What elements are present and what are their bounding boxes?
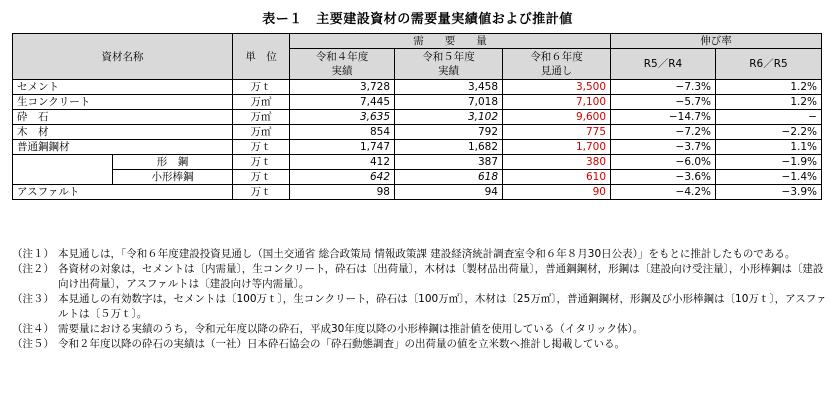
row-r6: 610 — [503, 170, 611, 185]
row-growth-2: −3.9% — [716, 185, 822, 200]
note-text: 本見通しの有効数字は，セメントは〔100万ｔ〕，生コンクリート，砕石は〔100万㎥〕，木材は〔25万㎥〕，普通鋼鋼材，形鋼及び小形棒鋼は〔10万ｔ〕，アスファルトは〔５万ｔ〕。 — [58, 293, 827, 320]
row-r5: 3,102 — [395, 110, 503, 125]
row-name: セメント — [13, 80, 233, 95]
note-text: 各資材の対象は，セメントは〔内需量〕，生コンクリート，砕石は〔出荷量〕，木材は〔製材品出荷量〕，普通鋼鋼材，形鋼は〔建設向け受注量〕，小形棒鋼は〔建設向け出荷量〕，アスファルトは〔建設向け等内需量〕。 — [58, 263, 824, 290]
table-row — [13, 140, 822, 155]
row-unit: 万㎥ — [233, 95, 290, 110]
row-r5: 1,682 — [395, 140, 503, 155]
table-row — [13, 185, 822, 200]
row-growth-1: −14.7% — [611, 110, 716, 125]
header-r4-year: 令和４年度 — [315, 51, 369, 63]
table-row — [13, 80, 822, 95]
row-r4: 3,728 — [290, 80, 395, 95]
row-unit: 万㎥ — [233, 125, 290, 140]
row-r6: 775 — [503, 125, 611, 140]
row-r4: 1,747 — [290, 140, 395, 155]
header-r5-year: 令和５年度 — [422, 51, 475, 63]
note-item — [12, 247, 827, 262]
row-name: 普通鋼鋼材 — [13, 140, 233, 155]
row-growth-1: −4.2% — [611, 185, 716, 200]
row-growth-2: 1.2% — [716, 95, 822, 110]
header-r6-year: 令和６年度 — [530, 51, 583, 63]
row-r5: 94 — [395, 185, 503, 200]
row-growth-2: −1.9% — [716, 155, 822, 170]
row-unit: 万ｔ — [233, 80, 290, 95]
note-text: 令和２年度以降の砕石の実績は（一社）日本砕石協会の「砕石動態調査」の出荷量の値を立米数へ推計し掲載している。 — [58, 338, 625, 350]
row-growth-1: −5.7% — [611, 95, 716, 110]
row-growth-1: −7.2% — [611, 125, 716, 140]
header-r4-sub: 実績 — [331, 65, 353, 77]
header-r6-sub: 見通し — [540, 65, 573, 77]
demand-table — [12, 33, 822, 200]
row-r4: 412 — [290, 155, 395, 170]
row-r5: 3,458 — [395, 80, 503, 95]
row-growth-1: −6.0% — [611, 155, 716, 170]
row-r6: 3,500 — [503, 80, 611, 95]
header-r4 — [290, 49, 395, 80]
row-unit: 万ｔ — [233, 140, 290, 155]
row-r6: 9,600 — [503, 110, 611, 125]
note-item — [12, 292, 827, 322]
note-tag: （注４） — [12, 323, 54, 335]
table-row — [13, 170, 822, 185]
row-growth-2: 1.1% — [716, 140, 822, 155]
row-name: 砕 石 — [13, 110, 233, 125]
row-r6: 7,100 — [503, 95, 611, 110]
notes — [12, 247, 827, 352]
row-growth-1: −3.7% — [611, 140, 716, 155]
row-unit: 万㎥ — [233, 110, 290, 125]
row-r5: 618 — [395, 170, 503, 185]
table-title: 表ー１ 主要建設資材の需要量実績値および推計値 — [262, 12, 573, 27]
row-r6: 90 — [503, 185, 611, 200]
header-r6 — [503, 49, 611, 80]
header-growth-r6-r5: R6／R5 — [716, 49, 822, 80]
header-r5 — [395, 49, 503, 80]
note-tag: （注１） — [12, 248, 54, 260]
header-r5-sub: 実績 — [438, 65, 459, 77]
header-unit: 単 位 — [233, 34, 290, 80]
row-name: 生コンクリート — [13, 95, 233, 110]
row-growth-1: −7.3% — [611, 80, 716, 95]
note-item — [12, 337, 827, 352]
table-row — [13, 110, 822, 125]
row-r4: 3,635 — [290, 110, 395, 125]
note-tag: （注５） — [12, 338, 54, 350]
table-row — [13, 155, 822, 170]
row-r5: 792 — [395, 125, 503, 140]
row-growth-2: − — [716, 110, 822, 125]
header-growth: 伸び率 — [611, 34, 822, 49]
row-growth-2: −1.4% — [716, 170, 822, 185]
row-name: 形 鋼 — [113, 155, 233, 170]
row-unit: 万ｔ — [233, 170, 290, 185]
header-growth-r5-r4: R5／R4 — [611, 49, 716, 80]
row-r6: 1,700 — [503, 140, 611, 155]
row-r6: 380 — [503, 155, 611, 170]
row-growth-2: 1.2% — [716, 80, 822, 95]
note-item — [12, 322, 827, 337]
note-text: 本見通しは，「令和６年度建設投資見通し（国土交通省 総合政策局 情報政策課 建設経済統計調査室令和６年８月30日公表）」をもとに推計したものである。 — [58, 248, 796, 260]
table-row — [13, 125, 822, 140]
row-indent-cell — [13, 155, 113, 185]
header-demand: 需 要 量 — [290, 34, 611, 49]
row-growth-1: −3.6% — [611, 170, 716, 185]
row-r4: 98 — [290, 185, 395, 200]
row-r4: 642 — [290, 170, 395, 185]
row-r5: 387 — [395, 155, 503, 170]
row-name: アスファルト — [13, 185, 233, 200]
row-r4: 854 — [290, 125, 395, 140]
row-unit: 万ｔ — [233, 185, 290, 200]
table-row — [13, 95, 822, 110]
note-text: 需要量における実績のうち，令和元年度以降の砕石，平成30年度以降の小形棒鋼は推計値を使用している（イタリック体）。 — [58, 323, 644, 335]
row-r4: 7,445 — [290, 95, 395, 110]
note-tag: （注２） — [12, 263, 54, 275]
row-name: 木 材 — [13, 125, 233, 140]
row-r5: 7,018 — [395, 95, 503, 110]
row-name: 小形棒鋼 — [113, 170, 233, 185]
note-item — [12, 262, 827, 292]
header-material: 資材名称 — [13, 34, 233, 80]
note-tag: （注３） — [12, 293, 54, 305]
row-unit: 万ｔ — [233, 155, 290, 170]
row-growth-2: −2.2% — [716, 125, 822, 140]
